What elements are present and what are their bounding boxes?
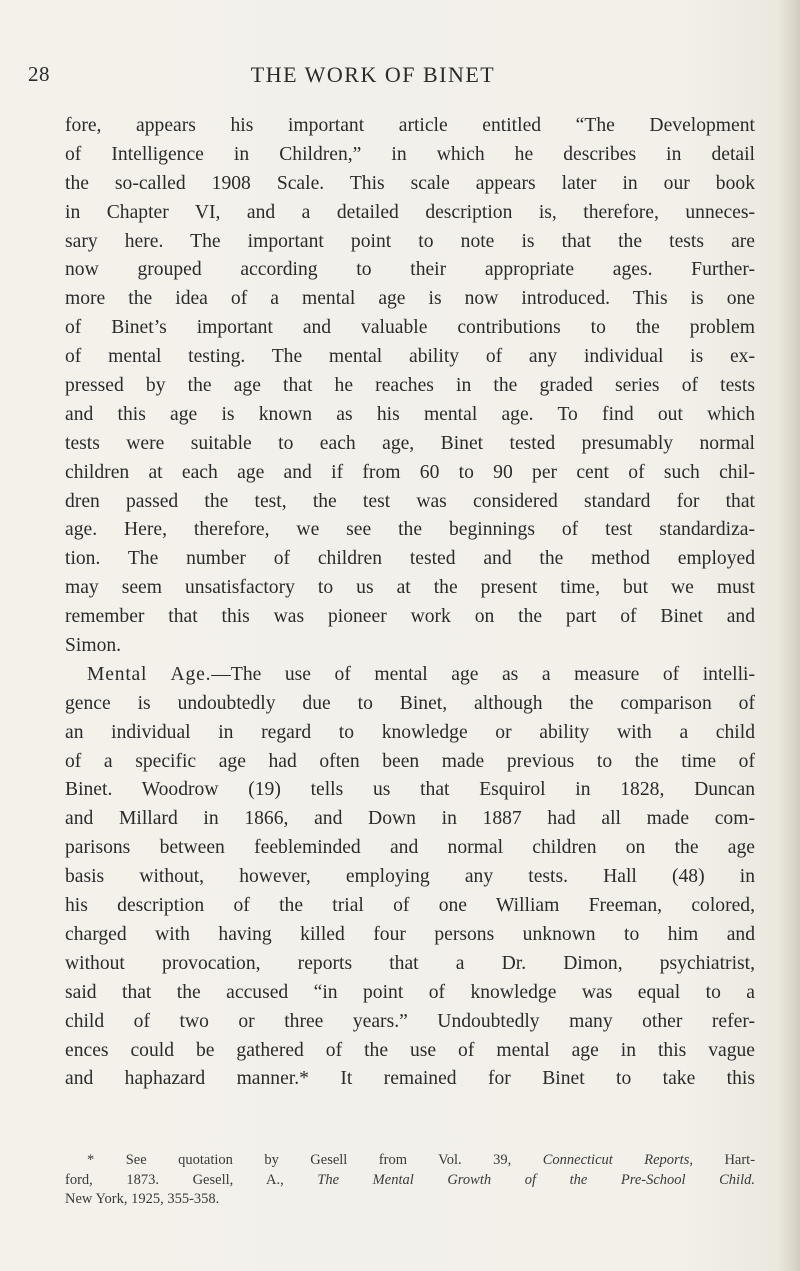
text-line: and this age is known as his mental age. To find out which [65, 403, 755, 425]
text-run: , Hart- [689, 1152, 756, 1168]
text-line: ences could be gathered of the use of mental age in this vague [65, 1039, 755, 1061]
text-line: child of two or three years.” Undoubtedly many other refer- [65, 1010, 755, 1032]
text-run: See quotation by Gesell from Vol. 39, [125, 1152, 543, 1168]
text-line: dren passed the test, the test was considered standard for that [65, 490, 755, 512]
text-line: the so-called 1908 Scale. This scale appears later in our book [65, 172, 755, 194]
text-line: pressed by the age that he reaches in the graded series of tests [65, 375, 755, 397]
text-line: of mental testing. The mental ability of any individual is ex- [65, 346, 755, 368]
text-line: now grouped according to their appropriate ages. Further- [65, 259, 755, 281]
text-line: parisons between feebleminded and normal children on the age [65, 837, 755, 859]
text-line: gence is undoubtedly due to Binet, although the comparison of [65, 692, 755, 714]
text-line: an individual in regard to knowledge or ability with a child [65, 721, 755, 743]
text-line: in Chapter VI, and a detailed description is, therefore, unneces- [65, 201, 755, 223]
text-line: basis without, however, employing any tests. Hall (48) in [65, 866, 755, 888]
text-line: said that the accused “in point of knowledge was equal to a [65, 981, 755, 1003]
text-line [65, 661, 755, 690]
citation-title: The Mental Growth of the Pre-School Child. [317, 1171, 755, 1188]
footnote [65, 1151, 755, 1210]
text-line: tests were suitable to each age, Binet tested presumably normal [65, 432, 755, 454]
page-edge-shadow [778, 0, 800, 1271]
text-line: his description of the trial of one William Freeman, colored, [65, 895, 755, 917]
text-line: of a specific age had often been made previous to the time of [65, 750, 755, 772]
text-line: Simon. [65, 635, 122, 657]
text-line: and haphazard manner.* It remained for Binet to take this [65, 1068, 755, 1090]
text-line: without provocation, reports that a Dr. Dimon, psychiatrist, [65, 952, 755, 974]
text-line: age. Here, therefore, we see the beginnings of test standardiza- [65, 519, 755, 541]
text-run: —The use of mental age as a measure of intelli- [211, 663, 755, 685]
citation-title: Connecticut Reports [542, 1152, 690, 1168]
text-line: fore, appears his important article entitled “The Development [65, 115, 755, 136]
text-line: sary here. The important point to note is that the tests are [65, 230, 755, 252]
text-line: remember that this was pioneer work on the part of Binet and [65, 606, 755, 628]
page-number: 28 [28, 62, 50, 86]
text-line: Binet. Woodrow (19) tells us that Esquirol in 1828, Duncan [65, 779, 755, 801]
text-line: tion. The number of children tested and the method employed [65, 548, 755, 570]
paragraph-mental-age [65, 661, 755, 1094]
text-line: charged with having killed four persons unknown to him and [65, 923, 755, 945]
footnote-line: New York, 1925, 355-358. [65, 1191, 220, 1207]
text-line: may seem unsatisfactory to us at the present time, but we must [65, 577, 755, 599]
footnote-line [65, 1171, 755, 1191]
paragraph-binet-1908-scale [65, 112, 755, 661]
footnote-marker: * [87, 1152, 95, 1168]
footnote-line [65, 1151, 755, 1171]
text-line: of Binet’s important and valuable contributions to the problem [65, 317, 755, 339]
section-heading-mental-age: Mental Age. [87, 663, 212, 685]
text-line: children at each age and if from 60 to 90 per cent of such chil- [65, 461, 755, 483]
running-title: THE WORK OF BINET [250, 62, 496, 87]
text-line: more the idea of a mental age is now introduced. This is one [65, 288, 755, 310]
text-run: ford, 1873. Gesell, A., [65, 1171, 318, 1188]
body-text [65, 112, 755, 1094]
page-header [28, 62, 718, 92]
text-line: and Millard in 1866, and Down in 1887 had all made com- [65, 808, 755, 830]
text-line: of Intelligence in Children,” in which he describes in detail [65, 143, 755, 165]
